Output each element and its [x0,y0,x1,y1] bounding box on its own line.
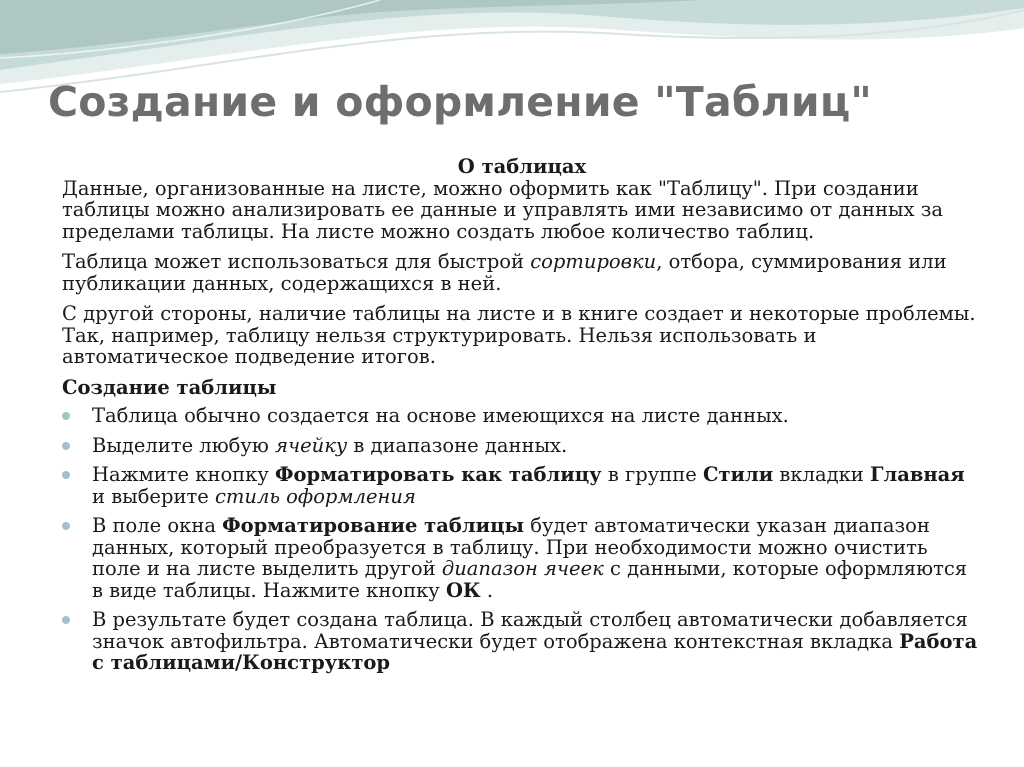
paragraph: Таблица может использоваться для быстрой сортировки, отбора, суммирования или публикации данных, содержащихся в ней. [62,250,947,295]
section-heading-about-tables: О таблицах [457,155,587,178]
bullet-icon [62,616,70,624]
slide-title: Создание и оформление "Таблиц" [48,78,872,126]
list-item: Таблица обычно создается на основе имеющихся на листе данных. [62,405,982,427]
list-item: В поле окна Форматирование таблицы будет автоматически указан диапазон данных, который преобразуется в таблицу. При необходимости можно очистить поле и на листе выделить другой диапазон ячеек с данными, которые оформляются в виде таблицы. Нажмите кнопку ОК . [62,515,982,601]
list-item: Выделите любую ячейку в диапазоне данных. [62,435,982,457]
list-item: В результате будет создана таблица. В каждый столбец автоматически добавляется значок автофильтра. Автоматически будет отображена контекстная вкладка Работа с таблицами/Конструктор [62,609,982,674]
bullet-icon [62,412,70,420]
bullet-icon [62,471,70,479]
bullet-icon [62,442,70,450]
paragraph: Данные, организованные на листе, можно оформить как "Таблицу". При создании таблицы можно анализировать ее данные и управлять ими независимо от данных за пределами таблицы. На листе можно создать любое количество таблиц. [62,176,943,243]
list-item: Нажмите кнопку Форматировать как таблицу в группе Стили вкладки Главная и выберите стиль оформления [62,464,982,507]
bullet-list [62,405,982,674]
section-heading-create-table: Создание таблицы [62,375,277,399]
italic-term: сортировки [530,250,657,273]
paragraph: С другой стороны, наличие таблицы на листе и в книге создает и некоторые проблемы. Так, например, таблицу нельзя структурировать. Нельзя использовать и автоматическое подведение итогов. [62,302,976,368]
slide-content [62,156,982,682]
bullet-icon [62,522,70,530]
